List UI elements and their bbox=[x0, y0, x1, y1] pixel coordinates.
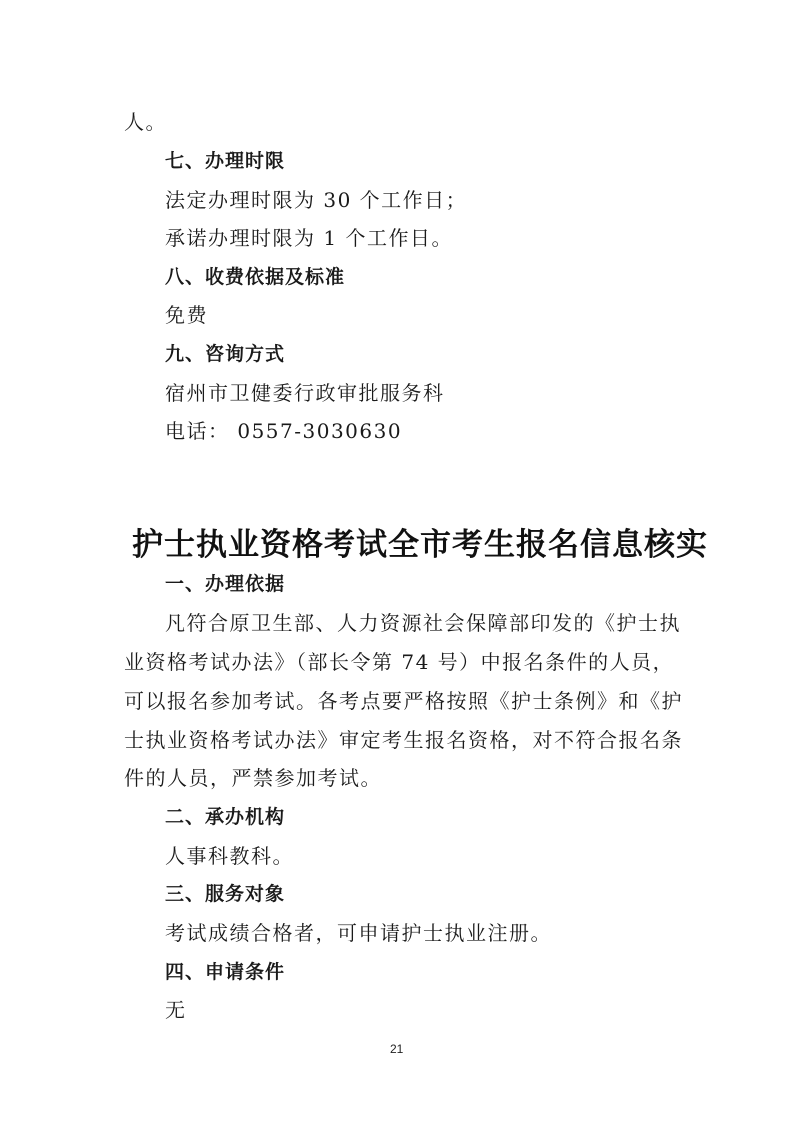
heading-basis: 一、办理依据 bbox=[165, 573, 286, 595]
heading-fee-basis: 八、收费依据及标准 bbox=[165, 266, 346, 288]
basis-line: 可以报名参加考试。各考点要严格按照《护士条例》和《护 bbox=[124, 689, 683, 713]
heading-agency: 二、承办机构 bbox=[165, 806, 286, 828]
agency-text: 人事科教科。 bbox=[165, 844, 294, 868]
basis-line: 件的人员，严禁参加考试。 bbox=[124, 766, 382, 790]
statutory-time-limit: 法定办理时限为 30 个工作日； bbox=[165, 188, 468, 212]
service-target-text: 考试成绩合格者，可申请护士执业注册。 bbox=[165, 921, 552, 945]
basis-line: 凡符合原卫生部、人力资源社会保障部印发的《护士执 bbox=[165, 611, 681, 635]
heading-conditions: 四、申请条件 bbox=[165, 961, 286, 983]
heading-service-target: 三、服务对象 bbox=[165, 883, 286, 905]
contact-phone: 电话： 0557-3030630 bbox=[165, 419, 403, 443]
fee-text: 免费 bbox=[165, 303, 208, 327]
promised-time-limit: 承诺办理时限为 1 个工作日。 bbox=[165, 226, 453, 250]
basis-line: 士执业资格考试办法》审定考生报名资格，对不符合报名条 bbox=[124, 728, 683, 752]
continuation-text: 人。 bbox=[124, 110, 167, 134]
heading-processing-time: 七、办理时限 bbox=[165, 150, 286, 172]
basis-line: 业资格考试办法》（部长令第 74 号）中报名条件的人员， bbox=[124, 650, 675, 674]
page-number: 21 bbox=[390, 1042, 404, 1056]
section-title: 护士执业资格考试全市考生报名信息核实 bbox=[132, 527, 708, 563]
conditions-text: 无 bbox=[165, 998, 187, 1022]
contact-office: 宿州市卫健委行政审批服务科 bbox=[165, 381, 445, 405]
heading-consultation: 九、咨询方式 bbox=[165, 343, 286, 365]
